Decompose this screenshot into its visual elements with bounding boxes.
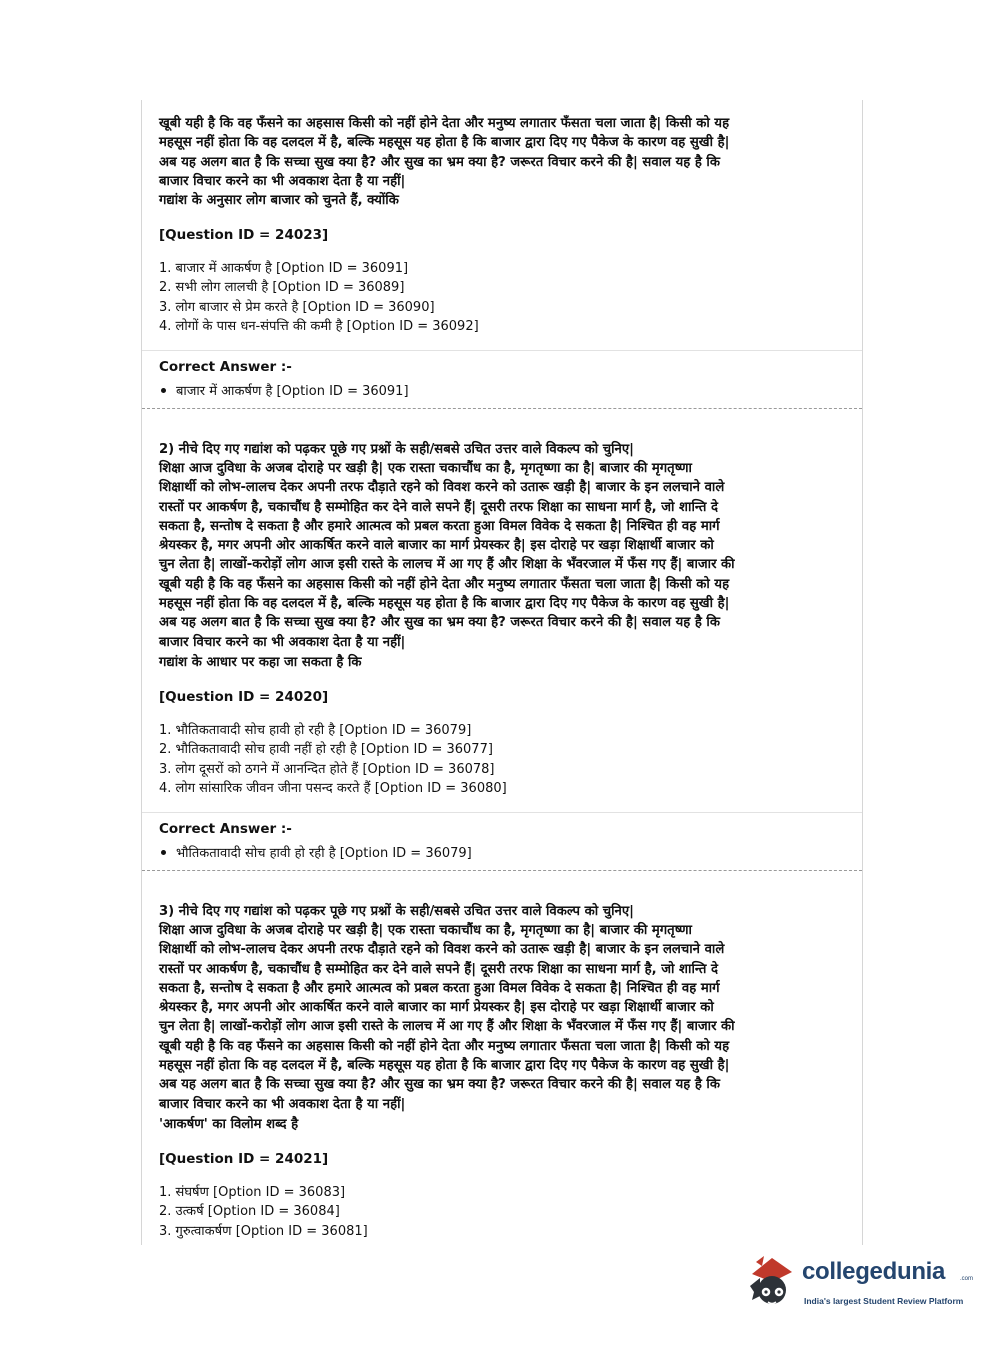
passage: शिक्षा आज दुविधा के अजब दोराहे पर खड़ी है| एक रास्ता चकाचौंध का है, मृगतृष्णा का है| बाजार की मृगतृष्णा शिक्षार्थी को लोभ-लालच देकर अपनी तरफ दौड़ाते रहने को विवश करने को उतारू खड़ी है| बाजार के इन ललचाने वाले रास्तों पर आकर्षण है, चकाचौंध है सम्मोहित कर देने वाले सपने हैं| दूसरी तरफ शिक्षा का साधना मार्ग है, जो शान्ति दे सकता है, सन्तोष दे सकता है और हमारे आत्मत्व को प्रबल करता हुआ विमल विवेक दे सकता है| निश्चित ही वह मार्ग श्रेयस्कर है, मगर अपनी ओर आकर्षित करने वाले बाजार का मार्ग प्रेयस्कर है| इस दोराहे पर खड़ा शिक्षार्थी बाजार को चुन लेता है| लाखों-करोड़ों लोग आज इसी रास्ते के लालच में आ गए हैं और शिक्षा के भँवरजाल में फँस गए हैं| बाजार की खूबी यही है कि वह फँसने का अहसास किसी को नहीं होने देता और मनुष्य लगातार फँसता चला जाता है| किसी को यह महसूस नहीं होता कि वह दलदल में है, बल्कि महसूस यह होता है कि बाजार द्वारा दिए गए पैकेज के कारण वह सुखी है| अब यह अलग बात है कि सच्चा सुख क्या है? और सुख का भ्रम क्या है? जरूरत विचार करने की है| सवाल यह है कि बाजार विचार करने का भी अवकाश देता है या नहीं| bbox=[159, 461, 735, 650]
collegedunia-logo bbox=[742, 1250, 972, 1314]
question-text: गद्यांश के आधार पर कहा जा सकता है कि bbox=[159, 655, 362, 670]
logo-wordmark: collegedunia bbox=[802, 1258, 946, 1285]
option-item: 3. गुरुत्वाकर्षण [Option ID = 36081] bbox=[159, 1223, 368, 1239]
section-separator bbox=[142, 408, 862, 409]
option-item: 2. सभी लोग लालची है [Option ID = 36089] bbox=[159, 280, 405, 296]
passage: शिक्षा आज दुविधा के अजब दोराहे पर खड़ी है| एक रास्ता चकाचौंध का है, मृगतृष्णा का है| बाजार की मृगतृष्णा शिक्षार्थी को लोभ-लालच देकर अपनी तरफ दौड़ाते रहने को विवश करने को उतारू खड़ी है| बाजार के इन ललचाने वाले रास्तों पर आकर्षण है, चकाचौंध है सम्मोहित कर देने वाले सपने हैं| दूसरी तरफ शिक्षा का साधना मार्ग है, जो शान्ति दे सकता है, सन्तोष दे सकता है और हमारे आत्मत्व को प्रबल करता हुआ विमल विवेक दे सकता है| निश्चित ही वह मार्ग श्रेयस्कर है, मगर अपनी ओर आकर्षित करने वाले बाजार का मार्ग प्रेयस्कर है| इस दोराहे पर खड़ा शिक्षार्थी बाजार को चुन लेता है| लाखों-करोड़ों लोग आज इसी रास्ते के लालच में आ गए हैं और शिक्षा के भँवरजाल में फँस गए हैं| बाजार की खूबी यही है कि वह फँसने का अहसास किसी को नहीं होने देता और मनुष्य लगातार फँसता चला जाता है| किसी को यह महसूस नहीं होता कि वह दलदल में है, बल्कि महसूस यह होता है कि बाजार द्वारा दिए गए पैकेज के कारण वह सुखी है| अब यह अलग बात है कि सच्चा सुख क्या है? और सुख का भ्रम क्या है? जरूरत विचार करने की है| सवाल यह है कि बाजार विचार करने का भी अवकाश देता है या नहीं| bbox=[159, 923, 735, 1112]
option-item: 2. उत्कर्ष [Option ID = 36084] bbox=[159, 1204, 340, 1220]
question-paper-page bbox=[141, 100, 863, 1245]
logo-suffix: .com bbox=[960, 1276, 974, 1282]
option-item: 4. लोगों के पास धन-संपत्ति की कमी है [Option ID = 36092] bbox=[159, 319, 479, 335]
logo-tagline: India's largest Student Review Platform bbox=[804, 1296, 964, 1306]
divider bbox=[142, 812, 862, 813]
question-id: [Question ID = 24021] bbox=[159, 1151, 329, 1167]
options-list bbox=[159, 1183, 849, 1241]
correct-answer-label: Correct Answer :- bbox=[159, 359, 292, 375]
question-id: [Question ID = 24020] bbox=[159, 689, 329, 705]
section-separator bbox=[142, 870, 862, 871]
option-item: 3. लोग दूसरों को ठगने में आनन्दित होते हैं [Option ID = 36078] bbox=[159, 761, 495, 777]
question-heading: 2) नीचे दिए गए गद्यांश को पढ़कर पूछे गए प्रश्नों के सही/सबसे उचित उत्तर वाले विकल्प को चुनिए| bbox=[159, 442, 634, 457]
question-text: गद्यांश के अनुसार लोग बाजार को चुनते हैं, क्योंकि bbox=[159, 193, 399, 208]
divider bbox=[142, 350, 862, 351]
option-item: 1. बाजार में आकर्षण है [Option ID = 36091] bbox=[159, 261, 409, 276]
bullet-icon bbox=[161, 388, 166, 393]
options-list bbox=[159, 259, 849, 337]
option-item: 3. लोग बाजार से प्रेम करते है [Option ID = 36090] bbox=[159, 299, 435, 315]
mascot-icon bbox=[742, 1252, 800, 1312]
option-item: 4. लोग सांसारिक जीवन जीना पसन्द करते हैं [Option ID = 36080] bbox=[159, 781, 507, 797]
correct-answer-text: भौतिकतावादी सोच हावी हो रही है [Option ID = 36079] bbox=[176, 846, 472, 861]
question-text: 'आकर्षण' का विलोम शब्द है bbox=[159, 1117, 299, 1132]
option-item: 1. भौतिकतावादी सोच हावी हो रही है [Option ID = 36079] bbox=[159, 723, 472, 738]
option-item: 1. संघर्षण [Option ID = 36083] bbox=[159, 1185, 346, 1200]
question-heading: 3) नीचे दिए गए गद्यांश को पढ़कर पूछे गए प्रश्नों के सही/सबसे उचित उत्तर वाले विकल्प को चुनिए| bbox=[159, 904, 634, 919]
bullet-icon bbox=[161, 850, 166, 855]
correct-answer bbox=[159, 381, 849, 399]
correct-answer bbox=[159, 843, 849, 861]
question-id: [Question ID = 24023] bbox=[159, 227, 329, 243]
correct-answer-text: बाजार में आकर्षण है [Option ID = 36091] bbox=[176, 384, 409, 399]
passage-tail: खूबी यही है कि वह फँसने का अहसास किसी को नहीं होने देता और मनुष्य लगातार फँसता चला जाता है| किसी को यह महसूस नहीं होता कि वह दलदल में है, बल्कि महसूस यह होता है कि बाजार द्वारा दिए गए पैकेज के कारण वह सुखी है| अब यह अलग बात है कि सच्चा सुख क्या है? और सुख का भ्रम क्या है? जरूरत विचार करने की है| सवाल यह है कि बाजार विचार करने का भी अवकाश देता है या नहीं| bbox=[159, 116, 730, 189]
options-list bbox=[159, 721, 849, 799]
correct-answer-label: Correct Answer :- bbox=[159, 821, 292, 837]
option-item: 2. भौतिकतावादी सोच हावी नहीं हो रही है [Option ID = 36077] bbox=[159, 742, 493, 758]
